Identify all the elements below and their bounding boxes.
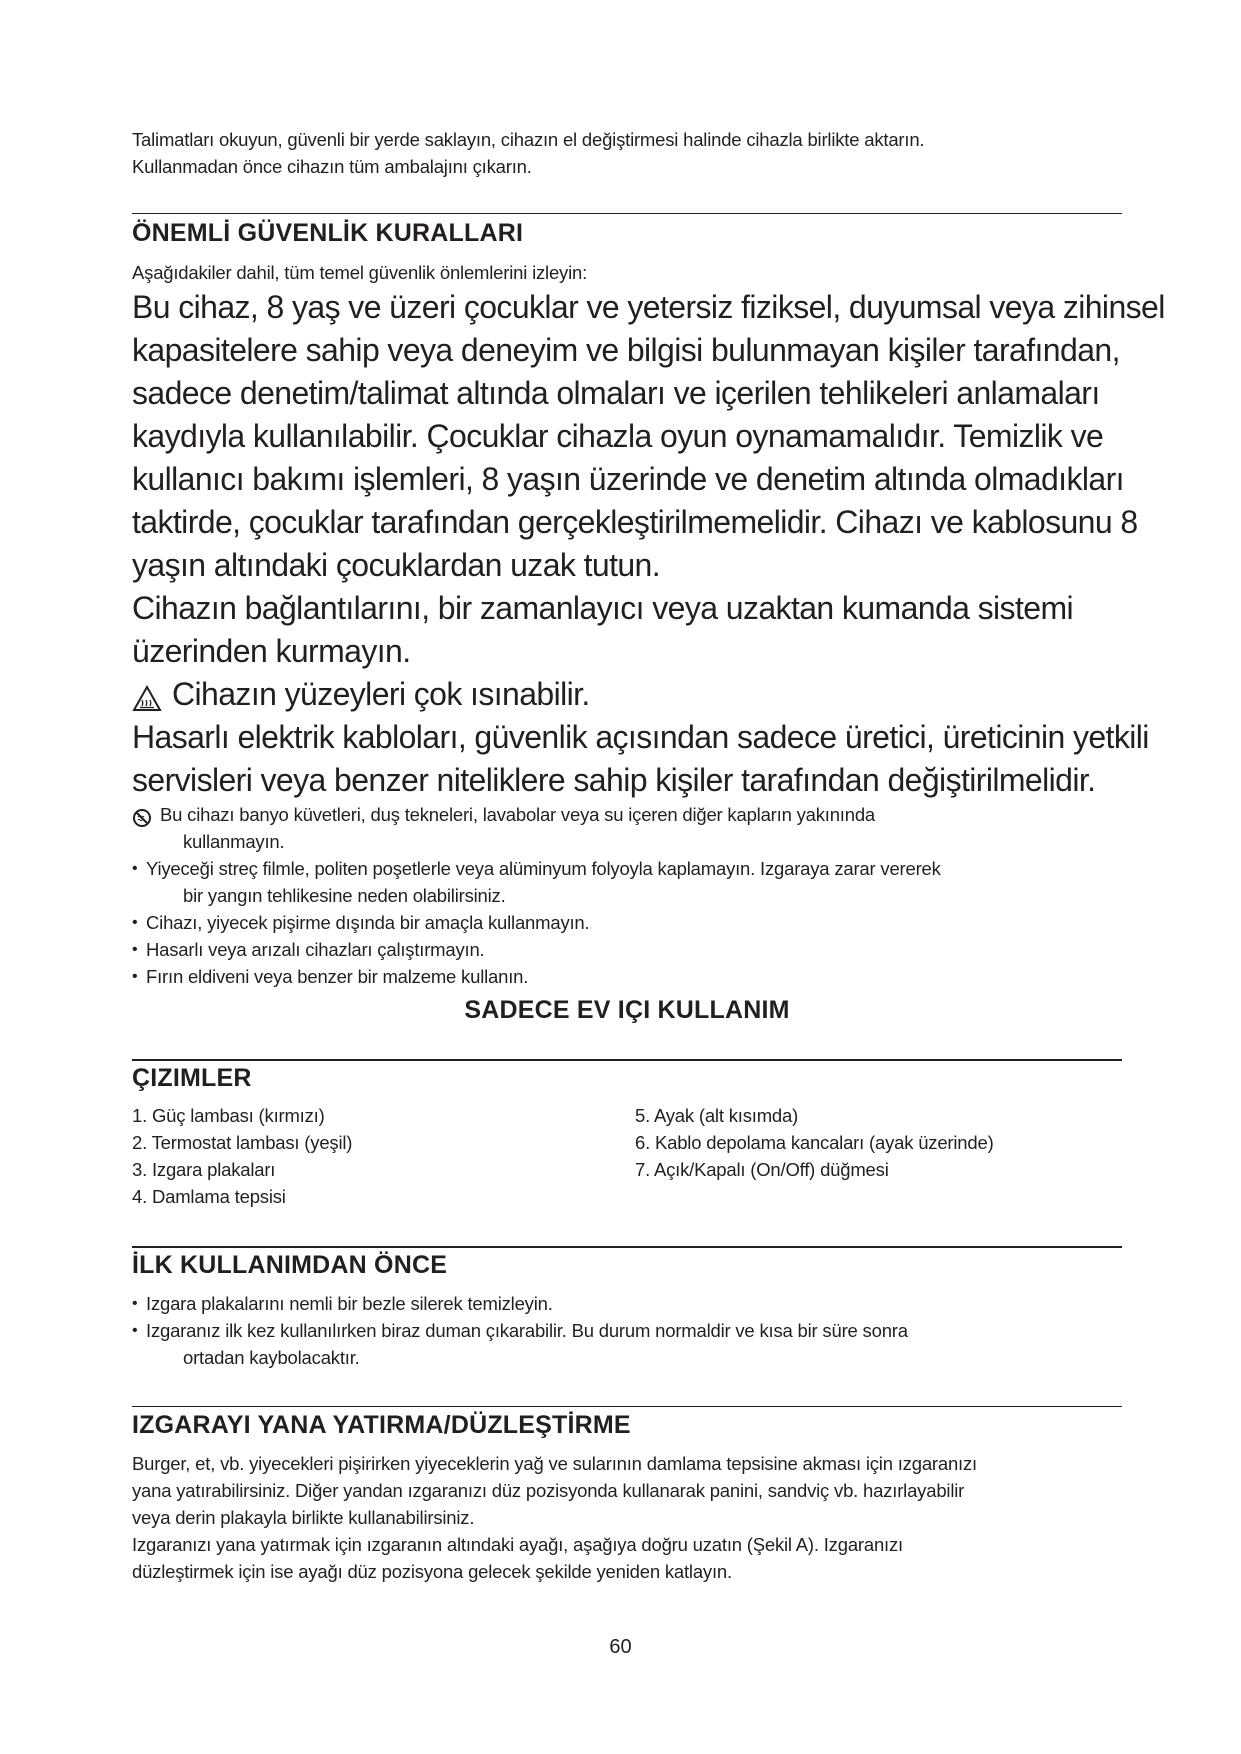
first-use-bullet-continuation: ortadan kaybolacaktır. bbox=[183, 1347, 360, 1368]
section-divider bbox=[132, 213, 1122, 214]
bullet-icon: • bbox=[132, 914, 138, 931]
safety-text-line: taktirde, çocuklar tarafından gerçekleştirilmemelidir. Cihazı ve kablosunu 8 bbox=[132, 504, 1138, 540]
section-divider bbox=[132, 1246, 1122, 1248]
drawing-item: 5. Ayak (alt kısımda) bbox=[635, 1105, 799, 1126]
tilting-text-line: Izgaranızı yana yatırmak için ızgaranın altındaki ayağı, aşağıya doğru uzatın (Şekil A). Izgaranızı bbox=[132, 1534, 903, 1555]
drawing-item: 3. Izgara plakaları bbox=[132, 1159, 276, 1180]
safety-text-line: üzerinden kurmayın. bbox=[132, 633, 411, 669]
intro-line-2: Kullanmadan önce cihazın tüm ambalajını çıkarın. bbox=[132, 156, 532, 177]
safety-bullet-continuation: bir yangın tehlikesine neden olabilirsiniz. bbox=[183, 885, 506, 906]
no-water-prohibition-icon bbox=[132, 808, 152, 828]
safety-bullet: Cihazı, yiyecek pişirme dışında bir amaçla kullanmayın. bbox=[146, 912, 590, 933]
drawing-item: 2. Termostat lambası (yeşil) bbox=[132, 1132, 353, 1153]
cable-warning-line: servisleri veya benzer niteliklere sahip kişiler tarafından değiştirilmelidir. bbox=[132, 762, 1096, 798]
bath-warning-line-2: kullanmayın. bbox=[183, 831, 285, 852]
bullet-icon: • bbox=[132, 968, 138, 985]
safety-subheading: Aşağıdakiler dahil, tüm temel güvenlik önlemlerini izleyin: bbox=[132, 262, 588, 283]
first-use-bullet: Izgaranız ilk kez kullanılırken biraz duman çıkarabilir. Bu durum normaldir ve kısa bir süre sonra bbox=[146, 1320, 908, 1341]
bullet-icon: • bbox=[132, 1322, 138, 1339]
safety-text-line: yaşın altındaki çocuklardan uzak tutun. bbox=[132, 547, 661, 583]
safety-text-line: Bu cihaz, 8 yaş ve üzeri çocuklar ve yetersiz fiziksel, duyumsal veya zihinsel bbox=[132, 289, 1165, 325]
tilting-text-line: Burger, et, vb. yiyecekleri pişirirken yiyeceklerin yağ ve sularının damlama tepsisine akması için ızgaranızı bbox=[132, 1453, 977, 1474]
safety-text-line: sadece denetim/talimat altında olmaları ve içerilen tehlikeleri anlamaları bbox=[132, 375, 1100, 411]
drawings-heading: ÇIZIMLER bbox=[132, 1064, 252, 1092]
bullet-icon: • bbox=[132, 941, 138, 958]
drawing-item: 6. Kablo depolama kancaları (ayak üzerinde) bbox=[635, 1132, 994, 1153]
cable-warning-line: Hasarlı elektrik kabloları, güvenlik açısından sadece üretici, üreticinin yetkili bbox=[132, 719, 1149, 755]
section-divider bbox=[132, 1406, 1122, 1407]
safety-text-line: kapasitelere sahip veya deneyim ve bilgisi bulunmayan kişiler tarafından, bbox=[132, 332, 1120, 368]
safety-bullet: Hasarlı veya arızalı cihazları çalıştırmayın. bbox=[146, 939, 485, 960]
safety-bullet: Fırın eldiveni veya benzer bir malzeme kullanın. bbox=[146, 966, 529, 987]
safety-heading: ÖNEMLİ GÜVENLİK KURALLARI bbox=[132, 219, 524, 247]
drawing-item: 4. Damlama tepsisi bbox=[132, 1186, 286, 1207]
household-use-heading: SADECE EV IÇI KULLANIM bbox=[464, 996, 790, 1024]
intro-line-1: Talimatları okuyun, güvenli bir yerde saklayın, cihazın el değiştirmesi halinde cihazla birlikte aktarın. bbox=[132, 129, 925, 150]
hot-surface-warning-icon bbox=[132, 685, 162, 712]
first-use-bullet: Izgara plakalarını nemli bir bezle silerek temizleyin. bbox=[146, 1293, 553, 1314]
section-divider bbox=[132, 1059, 1122, 1061]
drawing-item: 7. Açık/Kapalı (On/Off) düğmesi bbox=[635, 1159, 889, 1180]
tilting-text-line: düzleştirmek için ise ayağı düz pozisyona gelecek şekilde yeniden katlayın. bbox=[132, 1561, 732, 1582]
safety-text-line: kullanıcı bakımı işlemleri, 8 yaşın üzerinde ve denetim altında olmadıkları bbox=[132, 461, 1124, 497]
bullet-icon: • bbox=[132, 860, 138, 877]
bath-warning-line-1: Bu cihazı banyo küvetleri, duş tekneleri, lavabolar veya su içeren diğer kapların yakınında bbox=[160, 804, 876, 825]
tilting-text-line: yana yatırabilirsiniz. Diğer yandan ızgaranızı düz pozisyonda kullanarak panini, sandviç vb. hazırlayabilir bbox=[132, 1480, 965, 1501]
tilting-heading: IZGARAYI YANA YATIRMA/DÜZLEŞTİRME bbox=[132, 1411, 631, 1439]
first-use-heading: İLK KULLANIMDAN ÖNCE bbox=[132, 1251, 448, 1279]
drawing-item: 1. Güç lambası (kırmızı) bbox=[132, 1105, 325, 1126]
tilting-text-line: veya derin plakayla birlikte kullanabilirsiniz. bbox=[132, 1507, 475, 1528]
safety-text-line: kaydıyla kullanılabilir. Çocuklar cihazla oyun oynamamalıdır. Temizlik ve bbox=[132, 418, 1104, 454]
bullet-icon: • bbox=[132, 1295, 138, 1312]
hot-surface-warning-text: Cihazın yüzeyleri çok ısınabilir. bbox=[172, 676, 590, 712]
safety-bullet: Yiyeceği streç filmle, politen poşetlerle veya alüminyum folyoyla kaplamayın. Izgaraya zarar vererek bbox=[146, 858, 941, 879]
safety-text-line: Cihazın bağlantılarını, bir zamanlayıcı veya uzaktan kumanda sistemi bbox=[132, 590, 1074, 626]
page-number: 60 bbox=[609, 1636, 632, 1658]
